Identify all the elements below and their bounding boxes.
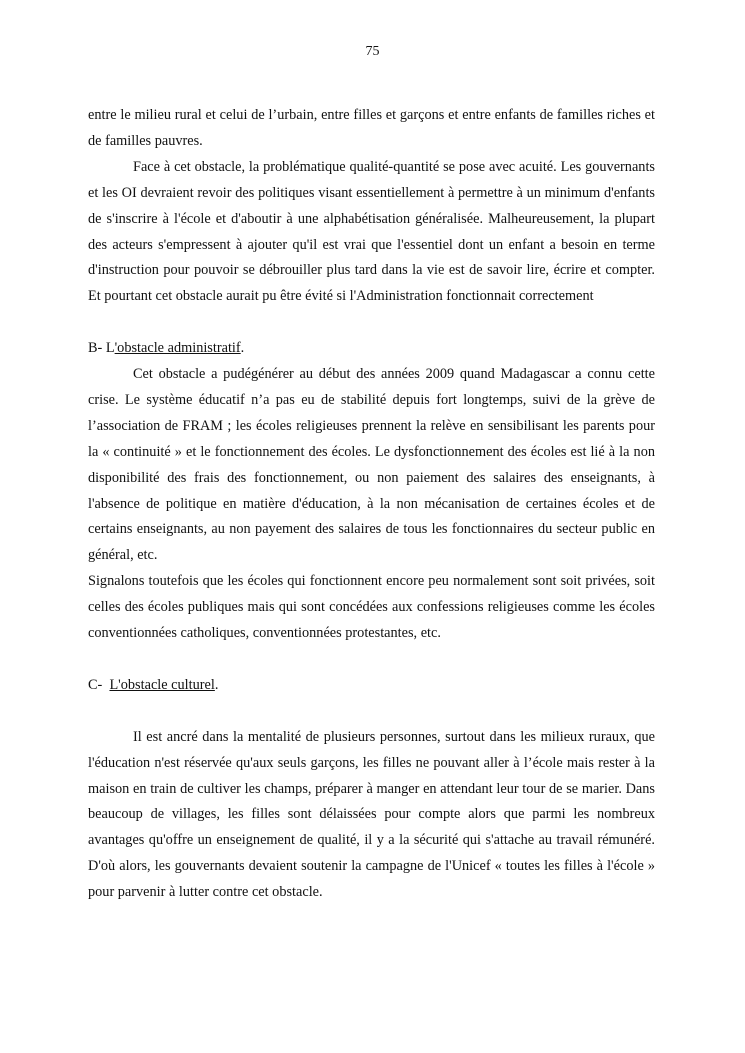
paragraph-functioning-schools: Signalons toutefois que les écoles qui fonctionnent encore peu normalement sont soit privées, soit celles des écoles publiques mais qui sont concédées aux confessions religieuses comme les écoles conventionnées catholiques, conventionnées protestantes, etc. [88, 573, 655, 642]
heading-prefix: B- L [88, 340, 115, 357]
paragraph-administrative-obstacle: Cet obstacle a pudégénérer au début des années 2009 quand Madagascar a connu cette crise. Le système éducatif n’a pas eu de stabilité depuis fort longtemps, suivi de la grève de l’association de FRAM ; les écoles religieuses prennent la relève en sensibilisant les parents pour la « continuité » et le fonctionnement des écoles. Le dysfonctionnement des écoles est lié à la non disponibilité des frais des fonctionnement, ou non paiement des salaires des enseignants, à l'absence de politique en matière d'éducation, à la non mécanisation de certaines écoles et de certains enseignants, au non payement des salaires de tous les fonctionnaires du secteur public en général, etc. [88, 366, 655, 564]
paragraph-spacer [88, 310, 655, 336]
paragraph-rural-urban: entre le milieu rural et celui de l’urbain, entre filles et garçons et entre enfants de familles riches et de familles pauvres. [88, 107, 655, 149]
heading-suffix: . [240, 340, 245, 357]
paragraph-spacer [88, 699, 655, 725]
paragraph-spacer [88, 647, 655, 673]
heading-prefix: C- [88, 676, 110, 693]
heading-title-administrative: 'obstacle administratif [114, 340, 241, 357]
page-number: 75 [365, 44, 380, 59]
section-heading-administrative [88, 336, 655, 362]
heading-title-cultural: L'obstacle culturel [109, 676, 215, 693]
section-heading-cultural [88, 673, 655, 699]
paragraph-cultural-obstacle: Il est ancré dans la mentalité de plusieurs personnes, surtout dans les milieux ruraux, que l'éducation n'est réservée qu'aux seuls garçons, les filles ne pouvant aller à l’école mais rester à la maison en train de cultiver les champs, préparer à manger en attendant leur tour de se marier. Dans beaucoup de villages, les filles sont délaissées pour compte alors que parmi les nombreux avantages qu'offre un enseignement de qualité, il y a la sécurité qui s'attache au travail rémunéré. D'où alors, les gouvernants devaient soutenir la campagne de l'Unicef « toutes les filles à l'école » pour parvenir à lutter contre cet obstacle. [88, 728, 655, 901]
heading-suffix: . [214, 676, 219, 693]
paragraph-quality-quantity: Face à cet obstacle, la problématique qualité-quantité se pose avec acuité. Les gouvernants et les OI devraient revoir des politiques visant essentiellement à permettre à un minimum d'enfants de s'inscrire à l'école et d'aboutir à une alphabétisation généralisée. Malheureusement, la plupart des acteurs s'empressent à ajouter qu'il est vrai que l'essentiel dont un enfant a besoin en terme d'instruction pour pouvoir se débrouiller plus tard dans la vie est de savoir lire, écrire et compter. Et pourtant cet obstacle aurait pu être évité si l'Administration fonctionnait correctement [88, 158, 655, 305]
page-body [88, 103, 655, 906]
